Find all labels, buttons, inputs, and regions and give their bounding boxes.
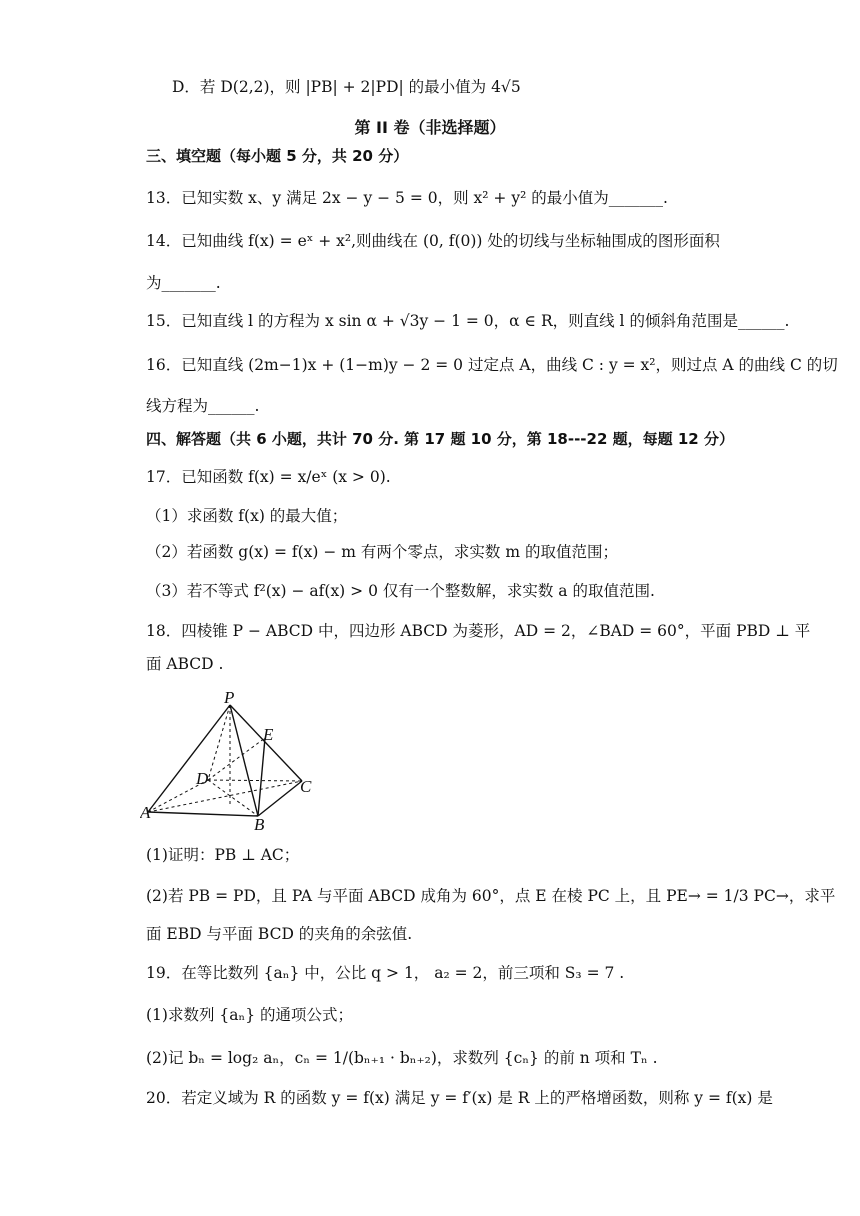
label-a: A — [140, 803, 151, 822]
question-19-part2: (2)记 bₙ = log₂ aₙ，cₙ = 1/(bₙ₊₁ · bₙ₊₂)，求数列 {cₙ} 的前 n 项和 Tₙ . — [146, 1049, 658, 1067]
part3-header: 三、填空题（每小题 5 分，共 20 分） — [146, 147, 409, 165]
label-c: C — [300, 777, 312, 796]
question-13: 13．已知实数 x、y 满足 2x − y − 5 = 0，则 x² + y² 的最小值为_______. — [146, 189, 668, 207]
part4-header: 四、解答题（共 6 小题，共计 70 分. 第 17 题 10 分，第 18---22 题，每题 12 分） — [146, 430, 734, 448]
label-b: B — [254, 815, 265, 833]
label-d: D — [196, 769, 209, 788]
question-17-part1: （1）求函数 f(x) 的最大值； — [146, 507, 348, 525]
question-18-line1: 18．四棱锥 P − ABCD 中，四边形 ABCD 为菱形，AD = 2，∠BAD = 60°，平面 PBD ⊥ 平 — [146, 622, 811, 640]
label-p: P — [224, 688, 235, 707]
question-16-line2: 线方程为______. — [146, 397, 260, 415]
option-d: D．若 D(2,2)，则 |PB| + 2|PD| 的最小值为 4√5 — [172, 78, 521, 96]
label-e: E — [263, 725, 274, 744]
question-14-line1: 14．已知曲线 f(x) = eˣ + x²,则曲线在 (0, f(0)) 处的切线与坐标轴围成的图形面积 — [146, 232, 720, 250]
question-18-part2-line1: (2)若 PB = PD，且 PA 与平面 ABCD 成角为 60°，点 E 在棱 PC 上，且 PE→ = 1/3 PC→，求平 — [146, 887, 836, 905]
pyramid-figure — [140, 688, 340, 833]
question-16-line1: 16．已知直线 (2m−1)x + (1−m)y − 2 = 0 过定点 A，曲线 C : y = x²，则过点 A 的曲线 C 的切 — [146, 356, 838, 374]
question-19-part1: (1)求数列 {aₙ} 的通项公式； — [146, 1006, 353, 1024]
question-15: 15．已知直线 l 的方程为 x sin α + √3y − 1 = 0，α ∈ R，则直线 l 的倾斜角范围是______. — [146, 312, 790, 330]
question-20: 20．若定义域为 R 的函数 y = f(x) 满足 y = f′(x) 是 R 上的严格增函数，则称 y = f(x) 是 — [146, 1089, 773, 1107]
question-17-part2: （2）若函数 g(x) = f(x) − m 有两个零点，求实数 m 的取值范围； — [146, 543, 618, 561]
question-18-line2: 面 ABCD . — [146, 655, 224, 673]
section-title: 第 II 卷（非选择题） — [354, 118, 506, 137]
question-18-part1: (1)证明：PB ⊥ AC； — [146, 846, 300, 864]
question-19: 19．在等比数列 {aₙ} 中，公比 q > 1， a₂ = 2，前三项和 S₃ = 7 . — [146, 964, 625, 982]
question-18-part2-line2: 面 EBD 与平面 BCD 的夹角的余弦值. — [146, 925, 413, 943]
question-17-part3: （3）若不等式 f²(x) − af(x) > 0 仅有一个整数解，求实数 a 的取值范围. — [146, 582, 655, 600]
question-17: 17．已知函数 f(x) = x/eˣ (x > 0). — [146, 468, 391, 486]
question-14-line2: 为_______. — [146, 274, 221, 292]
